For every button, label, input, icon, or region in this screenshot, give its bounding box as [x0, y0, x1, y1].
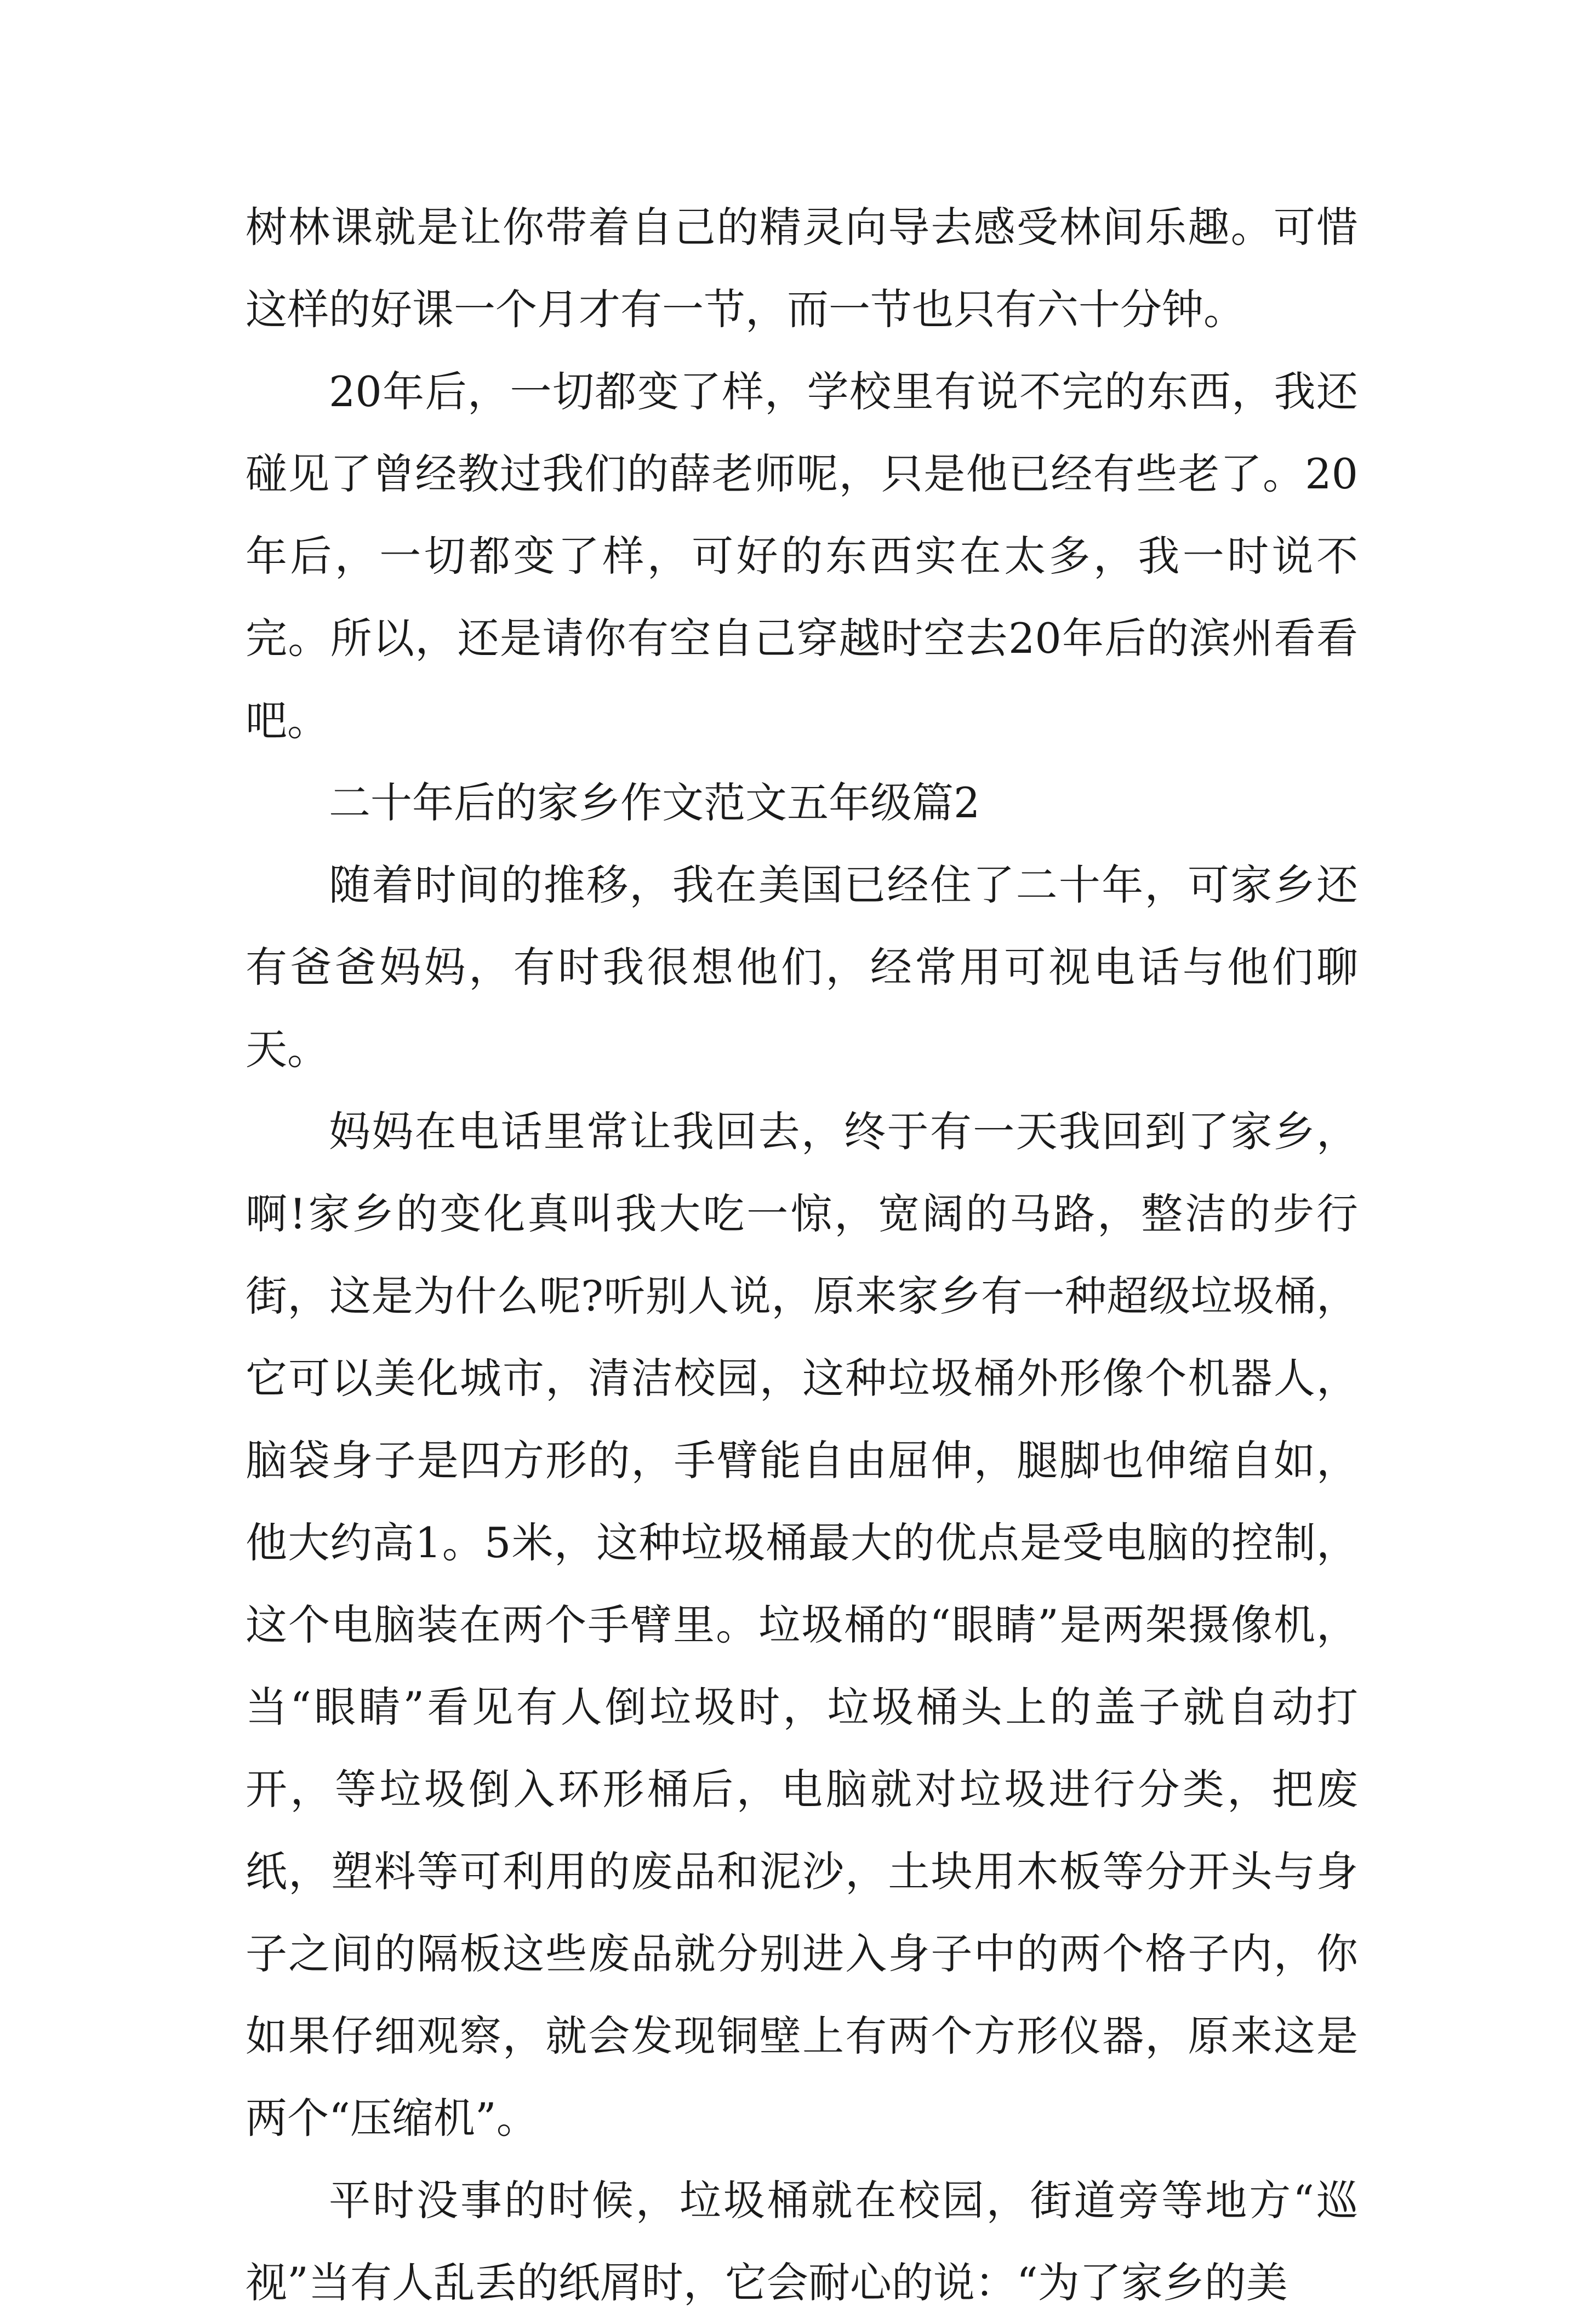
paragraph-super-trash-can: 妈妈在电话里常让我回去，终于有一天我回到了家乡，啊!家乡的变化真叫我大吃一惊，宽阔的马路，整洁的步行街，这是为什么呢?听别人说，原来家乡有一种超级垃圾桶，它可以美化城市，清洁校园，这种垃圾桶外形像个机器人，脑袋身子是四方形的，手臂能自由屈伸，腿脚也伸缩自如，他大约高1。5米，这种垃圾桶最大的优点是受电脑的控制，这个电脑装在两个手臂里。垃圾桶的“眼睛”是两架摄像机，当“眼睛”看见有人倒垃圾时，垃圾桶头上的盖子就自动打开，等垃圾倒入环形桶后，电脑就对垃圾进行分类，把废纸，塑料等可利用的废品和泥沙，土块用木板等分开头与身子之间的隔板这些废品就分别进入身子中的两个格子内，你如果仔细观察，就会发现铜壁上有两个方形仪器，原来这是两个“压缩机”。 [246, 1107, 1358, 2143]
paragraph-continuation: 树林课就是让你带着自己的精灵向导去感受林间乐趣。可惜这样的好课一个月才有一节，而一节也只有六十分钟。 [246, 203, 1358, 334]
paragraph-20-years-later: 20年后，一切都变了样，学校里有说不完的东西，我还碰见了曾经教过我们的薛老师呢，只是他已经有些老了。20年后，一切都变了样，可好的东西实在太多，我一时说不完。所以，还是请你有空自己穿越时空去20年后的滨州看看吧。 [246, 367, 1358, 745]
paragraph-patrol: 平时没事的时候，垃圾桶就在校园，街道旁等地方“巡视”当有人乱丢的纸屑时，它会耐心的说：“为了家乡的美 [246, 2176, 1358, 2307]
article-body [246, 186, 1358, 2324]
section-heading: 二十年后的家乡作文范文五年级篇2 [329, 778, 980, 827]
paragraph-intro-usa: 随着时间的推移，我在美国已经住了二十年，可家乡还有爸爸妈妈，有时我很想他们，经常用可视电话与他们聊天。 [246, 861, 1358, 1074]
